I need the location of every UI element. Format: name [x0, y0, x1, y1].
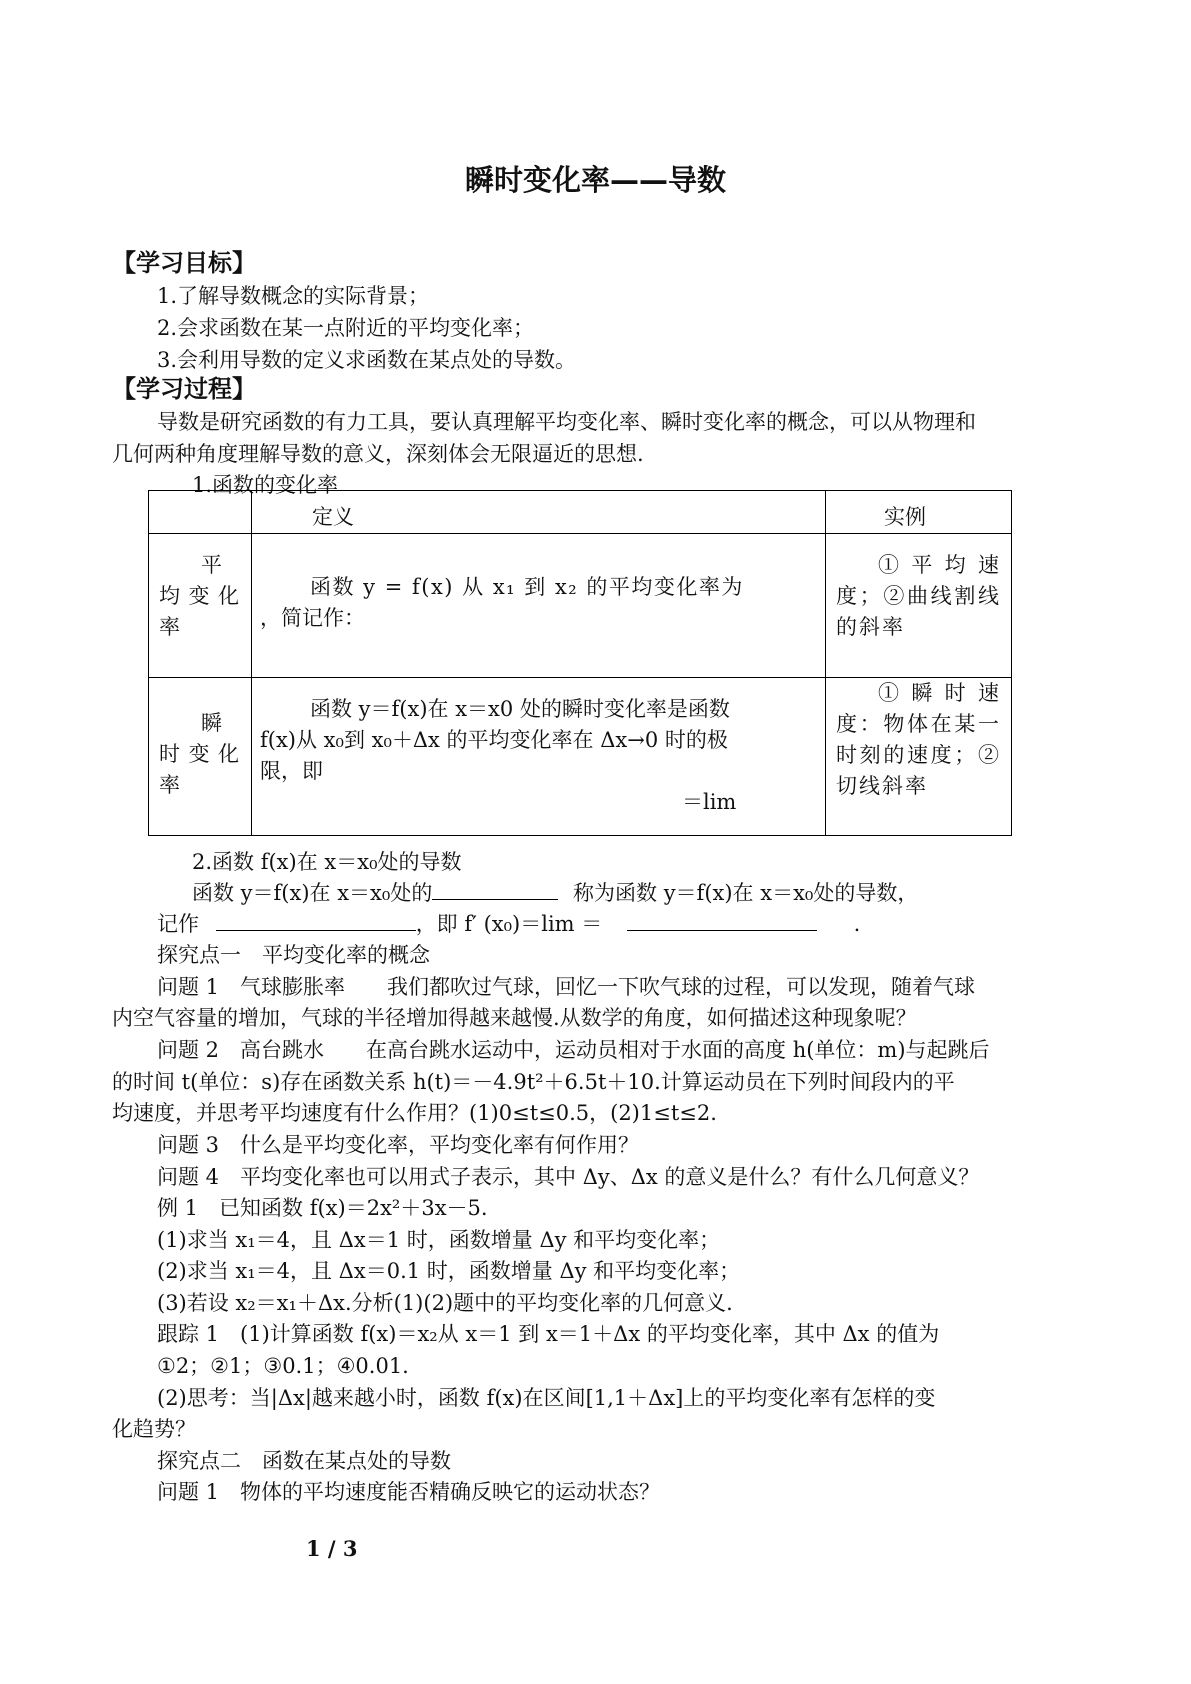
explore2-label: 探究点二 函数在某点处的导数: [157, 1449, 451, 1473]
objective-item: 3.会利用导数的定义求函数在某点处的导数。: [157, 348, 577, 372]
table-header-example: 实例: [826, 491, 1012, 534]
example-average-rate: ①平均速度；②曲线割线的斜率: [826, 534, 1012, 678]
example-1-part: (2)求当 x₁＝4，且 Δx＝0.1 时，函数增量 Δy 和平均变化率；: [157, 1259, 741, 1283]
process-heading: 【学习过程】: [112, 375, 256, 403]
problem-1: 问题 1 气球膨胀率 我们都吹过气球，回忆一下吹气球的过程，可以发现，随着气球: [157, 975, 976, 999]
definition-average-rate: 函数 y = f(x) 从 x₁ 到 x₂ 的平均变化率为 ，简记作：: [252, 534, 826, 678]
explore1-label: 探究点一 平均变化率的概念: [157, 943, 430, 967]
objective-item: 1.了解导数概念的实际背景；: [157, 284, 430, 308]
example-1: 例 1 已知函数 f(x)＝2x²＋3x－5.: [157, 1196, 488, 1220]
fill-blank[interactable]: [216, 912, 416, 931]
process-intro: 导数是研究函数的有力工具，要认真理解平均变化率、瞬时变化率的概念，可以从物理和: [157, 410, 976, 434]
problem-3: 问题 3 什么是平均变化率，平均变化率有何作用？: [157, 1133, 640, 1157]
problem-2: 问题 2 高台跳水 在高台跳水运动中，运动员相对于水面的高度 h(单位：m)与起跳后: [157, 1038, 990, 1062]
tracking-1-continued: 化趋势？: [112, 1417, 196, 1441]
table-header-definition: 定义: [252, 491, 826, 534]
page-title: 瞬时变化率——导数: [464, 163, 726, 197]
row-heading-average-rate: 平均变化率: [149, 534, 252, 678]
tracking-1-part: (2)思考：当|Δx|越来越小时，函数 f(x)在区间[1,1＋Δx]上的平均变化率有怎样的变: [157, 1386, 936, 1410]
section2-label: 2.函数 f(x)在 x＝x₀处的导数: [192, 850, 462, 874]
rate-table: [148, 490, 1012, 836]
table-corner: [149, 491, 252, 534]
fill-blank[interactable]: [627, 912, 817, 931]
problem-2-continued: 均速度，并思考平均速度有什么作用？(1)0≤t≤0.5，(2)1≤t≤2.: [112, 1101, 717, 1125]
tracking-1: 跟踪 1 (1)计算函数 f(x)＝x₂从 x＝1 到 x＝1＋Δx 的平均变化率，其中 Δx 的值为: [157, 1322, 940, 1346]
objective-item: 2.会求函数在某一点附近的平均变化率；: [157, 316, 535, 340]
example-1-part: (3)若设 x₂＝x₁＋Δx.分析(1)(2)题中的平均变化率的几何意义.: [157, 1291, 733, 1315]
derivative-definition-line: 函数 y＝f(x)在 x＝x₀处的 称为函数 y＝f(x)在 x＝x₀处的导数，: [192, 881, 919, 905]
fill-blank[interactable]: [432, 881, 558, 900]
problem-1-continued: 内空气容量的增加，气球的半径增加得越来越慢.从数学的角度，如何描述这种现象呢？: [112, 1006, 917, 1030]
process-intro-continued: 几何两种角度理解导数的意义，深刻体会无限逼近的思想.: [112, 442, 644, 466]
row-heading-instant-rate: 瞬时变化率: [149, 678, 252, 836]
example-instant-rate: ①瞬时速度：物体在某一时刻的速度；②切线斜率: [826, 678, 1012, 836]
problem-2-continued: 的时间 t(单位：s)存在函数关系 h(t)＝－4.9t²＋6.5t＋10.计算运动员在下列时间段内的平: [112, 1070, 955, 1094]
definition-instant-rate: 函数 y＝f(x)在 x＝x0 处的瞬时变化率是函数 f(x)从 x₀到 x₀＋Δx 的平均变化率在 Δx→0 时的极 限，即 ＝lim: [252, 678, 826, 836]
derivative-notation-line: 记作 ，即 f′ (x₀)＝lim ＝ .: [157, 912, 861, 936]
tracking-1-continued: ①2；②1；③0.1；④0.01.: [157, 1354, 409, 1378]
explore2-problem-1: 问题 1 物体的平均速度能否精确反映它的运动状态？: [157, 1480, 661, 1504]
page-number: 1 / 3: [306, 1536, 358, 1561]
section1-label: 1.函数的变化率: [192, 473, 339, 497]
example-1-part: (1)求当 x₁＝4，且 Δx＝1 时，函数增量 Δy 和平均变化率；: [157, 1228, 721, 1252]
problem-4: 问题 4 平均变化率也可以用式子表示，其中 Δy、Δx 的意义是什么？有什么几何意义？: [157, 1165, 980, 1189]
objectives-heading: 【学习目标】: [112, 249, 256, 277]
